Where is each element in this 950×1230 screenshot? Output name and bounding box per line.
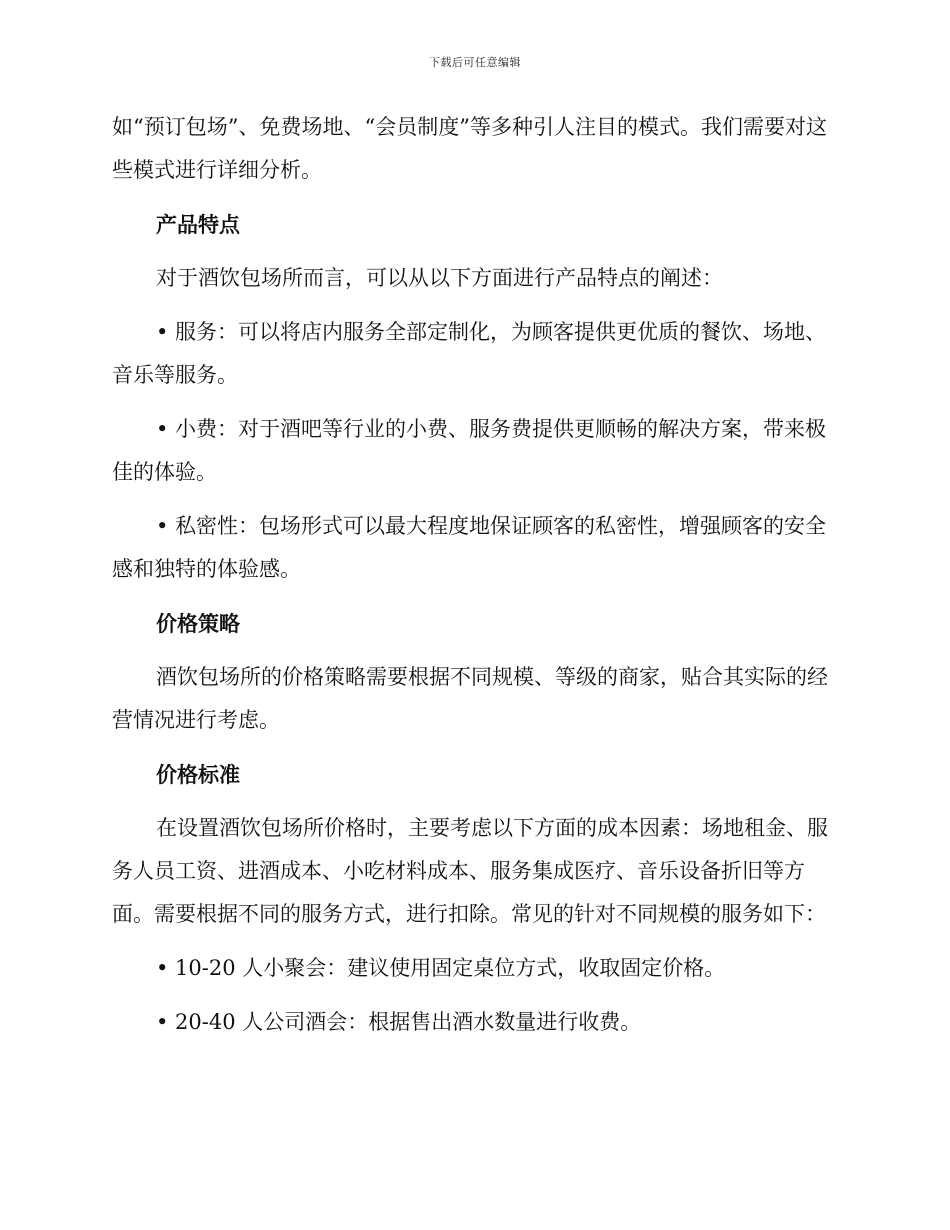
paragraph: 如“预订包场”、免费场地、“会员制度”等多种引人注目的模式。我们需要对这些模式进行详细分析。 bbox=[112, 115, 827, 182]
paragraph: 对于酒饮包场所而言，可以从以下方面进行产品特点的阐述： bbox=[156, 266, 723, 290]
bullet-item: • 服务：可以将店内服务全部定制化，为顾客提供更优质的餐饮、场地、音乐等服务。 bbox=[112, 320, 827, 387]
bullet-item: • 20-40 人公司酒会：根据售出酒水数量进行收费。 bbox=[156, 1010, 642, 1034]
section-heading: 价格策略 bbox=[156, 611, 240, 636]
bullet-item: • 10-20 人小聚会：建议使用固定桌位方式，收取固定价格。 bbox=[156, 956, 726, 980]
bullet-item: • 小费：对于酒吧等行业的小费、服务费提供更顺畅的解决方案，带来极佳的体验。 bbox=[112, 417, 827, 484]
bullet-item: • 私密性：包场形式可以最大程度地保证顾客的私密性，增强顾客的安全感和独特的体验感。 bbox=[112, 514, 827, 581]
paragraph: 酒饮包场所的价格策略需要根据不同规模、等级的商家，贴合其实际的经营情况进行考虑。 bbox=[112, 665, 828, 732]
section-heading: 产品特点 bbox=[156, 212, 240, 237]
page-header: 下载后可任意编辑 bbox=[429, 56, 521, 69]
document-body bbox=[112, 106, 832, 1055]
paragraph: 在设置酒饮包场所价格时，主要考虑以下方面的成本因素：场地租金、服务人员工资、进酒成本、小吃材料成本、服务集成医疗、音乐设备折旧等方面。需要根据不同的服务方式，进行扣除。常见的针对不同规模的服务如下： bbox=[112, 816, 828, 926]
section-heading: 价格标准 bbox=[156, 762, 240, 787]
